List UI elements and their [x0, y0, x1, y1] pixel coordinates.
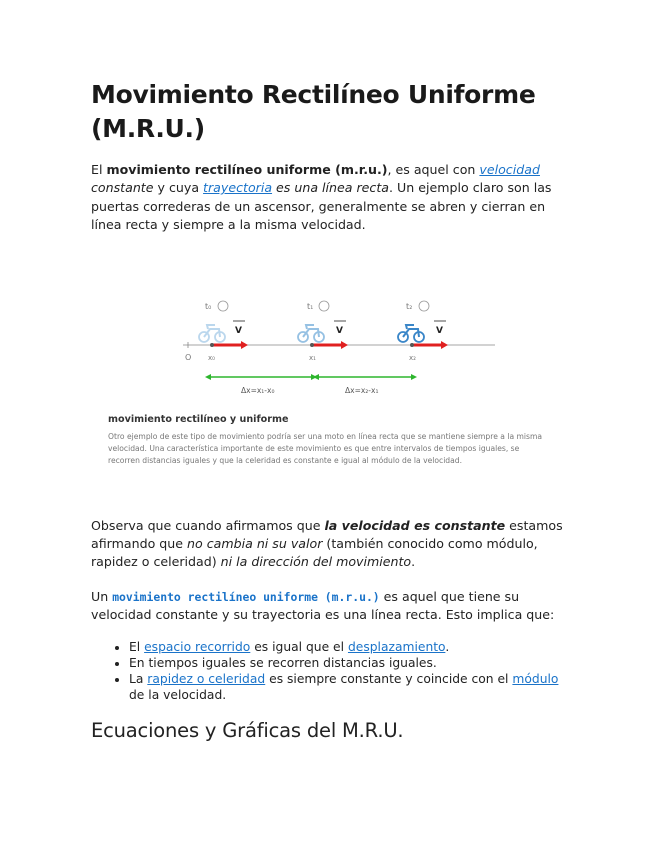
velocity-arrow — [210, 341, 248, 349]
displacement-label-1: Δx=x₁-x₀ — [241, 385, 275, 395]
motorcycle-icon — [298, 325, 324, 342]
list-text: . — [445, 639, 450, 654]
observa-text-4: . — [411, 554, 416, 570]
time-label-0: t₀ — [205, 301, 212, 311]
velocity-label-0 — [233, 321, 245, 336]
motorcycle-icon — [398, 325, 424, 342]
observa-text-1: Observa que cuando afirmamos que — [91, 517, 325, 533]
mru-figure — [91, 269, 571, 501]
displacement-arrow-2 — [313, 374, 417, 380]
espacio-recorrido-link[interactable]: espacio recorrido — [144, 639, 251, 654]
rapidez-link[interactable]: rapidez o celeridad — [147, 672, 266, 687]
velocity-arrow — [410, 341, 448, 349]
list-text: El — [129, 639, 145, 654]
list-text: es siempre constante y coincide con el — [265, 672, 513, 687]
caption-title: movimiento rectilíneo y uniforme — [108, 413, 289, 425]
observa-text-2: estamos afirmando que — [91, 517, 563, 552]
intro-italic-linea-recta: es una línea recta — [272, 180, 390, 196]
list-item — [129, 639, 571, 655]
position-label-2: x₂ — [409, 353, 416, 362]
list-item — [129, 671, 571, 703]
motorcycle-icon — [199, 325, 225, 342]
velocidad-link[interactable]: velocidad — [479, 162, 540, 177]
list-text: de la velocidad. — [129, 688, 227, 703]
position-label-1: x₁ — [309, 353, 316, 362]
caption-text: Otro ejemplo de este tipo de movimiento podría ser una moto en línea recta que se mantiene siempre a la misma velocidad. Una característica importante de este movimiento es que entre intervalos de tiempos iguales, se recorren distancias iguales y que la celeridad es constante e igual al módulo de la velocidad. — [108, 431, 543, 465]
list-item — [129, 655, 571, 671]
clock-icon — [319, 301, 329, 311]
modulo-link[interactable]: módulo — [512, 672, 559, 687]
observa-paragraph — [91, 517, 571, 572]
trayectoria-link[interactable]: trayectoria — [203, 180, 273, 196]
intro-bold-term: movimiento rectilíneo uniforme (m.r.u.) — [106, 162, 388, 177]
figure-caption — [108, 414, 548, 467]
section-heading: Ecuaciones y Gráficas del M.R.U. — [91, 719, 404, 743]
list-text: En tiempos iguales se recorren distancias iguales. — [129, 655, 437, 670]
intro-text-5: . Un ejemplo claro son las puertas correderas de un ascensor, generalmente se abren y cierran en línea recta y siempre a la misma velocidad. — [91, 180, 552, 233]
observa-text-3: (también conocido como módulo, rapidez o celeridad) — [91, 536, 538, 570]
velocity-arrow — [310, 341, 348, 349]
def-highlight-term: movimiento rectilíneo uniforme (m.r.u.) — [112, 589, 380, 604]
def-text-2: es aquel que tiene su velocidad constante y su trayectoria es una línea recta. Esto implica que: — [91, 588, 555, 623]
list-text: es igual que el — [250, 639, 348, 654]
svg-text:V: V — [336, 325, 343, 336]
svg-text:V: V — [436, 325, 443, 336]
observa-italic-1: no cambia ni su valor — [187, 536, 323, 552]
intro-text-2: , es aquel con — [387, 162, 480, 177]
time-label-1: t₁ — [307, 301, 314, 311]
velocity-label-1 — [334, 321, 346, 336]
displacement-label-2: Δx=x₂-x₁ — [345, 385, 379, 395]
desplazamiento-link[interactable]: desplazamiento — [347, 639, 446, 654]
svg-text:V: V — [235, 325, 242, 336]
page-title: Movimiento Rectilíneo Uniforme (M.R.U.) — [91, 80, 536, 143]
observa-italic-2: ni la dirección del movimiento — [220, 554, 412, 570]
velocity-label-2 — [434, 321, 446, 336]
time-label-2: t₂ — [406, 301, 413, 311]
mru-diagram — [177, 269, 497, 399]
origin-label: O — [185, 352, 192, 362]
displacement-arrow-1 — [205, 374, 317, 380]
intro-italic-constante: constante — [91, 180, 154, 196]
def-text-1: Un — [91, 588, 113, 604]
intro-text-4: y cuya — [153, 180, 204, 196]
observa-bold-italic: la velocidad es constante — [324, 517, 506, 533]
document-page — [91, 78, 571, 742]
properties-list — [91, 639, 571, 704]
list-text: La — [129, 672, 148, 687]
clock-icon — [218, 301, 228, 311]
intro-text-1: El — [91, 162, 107, 177]
intro-paragraph — [91, 161, 571, 235]
clock-icon — [419, 301, 429, 311]
position-label-0: x₀ — [208, 353, 215, 362]
definition-paragraph — [91, 588, 571, 625]
